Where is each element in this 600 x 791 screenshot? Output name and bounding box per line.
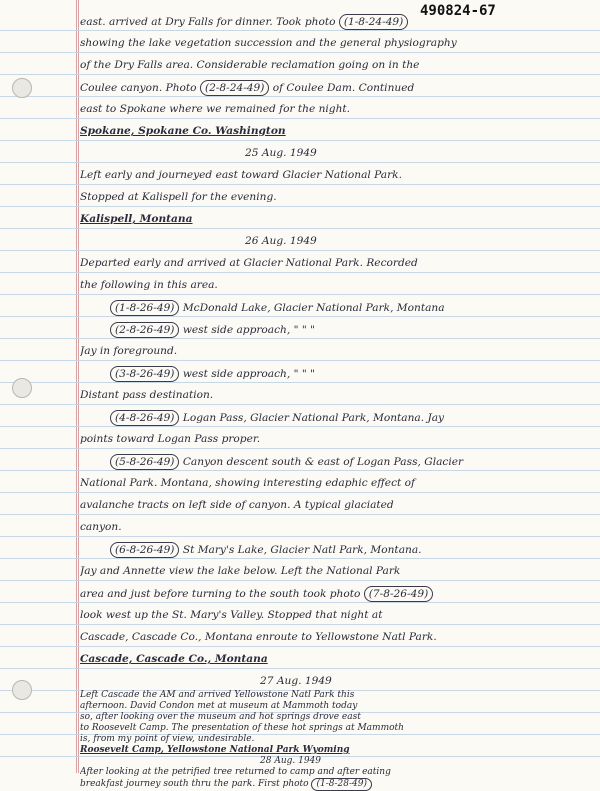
- rule-line: [0, 536, 600, 537]
- rule-line: [0, 558, 600, 559]
- text-line: canyon.: [80, 521, 122, 533]
- rule-line: [0, 184, 600, 185]
- rule-line: [0, 96, 600, 97]
- text-line: breakfast journey south thru the park. First photo (1-8-28-49): [80, 778, 590, 791]
- photo-number: (2-8-24-49): [200, 80, 269, 96]
- text-line: (5-8-26-49) Canyon descent south & east of Logan Pass, Glacier: [110, 454, 590, 470]
- text-line: Coulee canyon. Photo (2-8-24-49) of Coulee Dam. Continued: [80, 82, 415, 94]
- text-line: Left early and journeyed east toward Glacier National Park.: [80, 169, 402, 181]
- photo-number: (2-8-26-49): [110, 322, 179, 338]
- rule-line: [0, 668, 600, 669]
- rule-line: [0, 404, 600, 405]
- entry-date: 27 Aug. 1949: [260, 675, 332, 687]
- rule-line: [0, 624, 600, 625]
- text-line: Distant pass destination.: [80, 389, 214, 401]
- rule-line: [0, 118, 600, 119]
- text-line: avalanche tracts on left side of canyon. A typical glaciated: [80, 499, 394, 511]
- text-line: of the Dry Falls area. Considerable reclamation going on in the: [80, 59, 420, 71]
- rule-line: [0, 294, 600, 295]
- rule-line: [0, 580, 600, 581]
- text-line: Cascade, Cascade Co., Montana enroute to Yellowstone Natl Park.: [80, 631, 437, 643]
- entry-date: 25 Aug. 1949: [245, 147, 317, 159]
- text-line: After looking at the petrified tree returned to camp and after eating: [80, 767, 391, 777]
- rule-line: [0, 140, 600, 141]
- text-line: Left Cascade the AM and arrived Yellowstone Natl Park this: [80, 690, 355, 700]
- rule-line: [0, 602, 600, 603]
- text-line: look west up the St. Mary's Valley. Stopped that night at: [80, 609, 383, 621]
- photo-number: (6-8-26-49): [110, 542, 179, 558]
- text-line: the following in this area.: [80, 279, 218, 291]
- text-line: afternoon. David Condon met at museum at Mammoth today: [80, 701, 358, 711]
- text-line: east. arrived at Dry Falls for dinner. Took photo (1-8-24-49): [80, 14, 590, 30]
- rule-line: [0, 162, 600, 163]
- text-line: to Roosevelt Camp. The presentation of these hot springs at Mammoth: [80, 723, 404, 733]
- photo-number: (7-8-26-49): [364, 586, 433, 602]
- text-line: east to Spokane where we remained for the night.: [80, 103, 351, 115]
- location-heading: Spokane, Spokane Co. Washington: [80, 125, 286, 137]
- text-line: (6-8-26-49) St Mary's Lake, Glacier Natl Park, Montana.: [110, 542, 590, 558]
- rule-line: [0, 470, 600, 471]
- text-line: Stopped at Kalispell for the evening.: [80, 191, 277, 203]
- text-line: points toward Logan Pass proper.: [80, 433, 261, 445]
- rule-line: [0, 228, 600, 229]
- rule-line: [0, 448, 600, 449]
- punch-hole: [12, 680, 32, 700]
- text-line: area and just before turning to the south took photo (7-8-26-49): [80, 586, 590, 602]
- rule-line: [0, 30, 600, 31]
- rule-line: [0, 338, 600, 339]
- punch-hole: [12, 378, 32, 398]
- location-heading: Roosevelt Camp, Yellowstone National Park Wyoming: [80, 745, 350, 755]
- photo-number: (1-8-26-49): [110, 300, 179, 316]
- text-line: is, from my point of view, undesirable.: [80, 734, 255, 744]
- photo-number: (3-8-26-49): [110, 366, 179, 382]
- text-line: so, after looking over the museum and hot springs drove east: [80, 712, 361, 722]
- text-line: (2-8-26-49) west side approach, " " ": [110, 322, 590, 338]
- rule-line: [0, 426, 600, 427]
- rule-line: [0, 382, 600, 383]
- page-id-stamp: 490824-67: [420, 3, 496, 19]
- text-line: Jay in foreground.: [80, 345, 178, 357]
- rule-line: [0, 52, 600, 53]
- rule-line: [0, 646, 600, 647]
- entry-date: 26 Aug. 1949: [245, 235, 317, 247]
- rule-line: [0, 492, 600, 493]
- punch-hole: [12, 78, 32, 98]
- text-line: (4-8-26-49) Logan Pass, Glacier National Park, Montana. Jay: [110, 410, 590, 426]
- margin-line: [76, 0, 77, 773]
- rule-line: [0, 316, 600, 317]
- rule-line: [0, 250, 600, 251]
- entry-date: 28 Aug. 1949: [260, 756, 321, 766]
- rule-line: [0, 514, 600, 515]
- photo-number: (1-8-28-49): [311, 778, 372, 791]
- photo-number: (5-8-26-49): [110, 454, 179, 470]
- text-line: Jay and Annette view the lake below. Left the National Park: [80, 565, 401, 577]
- text-line: showing the lake vegetation succession and the general physiography: [80, 37, 457, 49]
- margin-line: [78, 0, 79, 773]
- location-heading: Cascade, Cascade Co., Montana: [80, 653, 268, 665]
- text-line: National Park. Montana, showing interesting edaphic effect of: [80, 477, 415, 489]
- rule-line: [0, 206, 600, 207]
- photo-number: (1-8-24-49): [339, 14, 408, 30]
- location-heading: Kalispell, Montana: [80, 213, 193, 225]
- rule-line: [0, 74, 600, 75]
- rule-line: [0, 272, 600, 273]
- text-line: Departed early and arrived at Glacier National Park. Recorded: [80, 257, 418, 269]
- photo-number: (4-8-26-49): [110, 410, 179, 426]
- rule-line: [0, 360, 600, 361]
- text-line: (3-8-26-49) west side approach, " " ": [110, 366, 590, 382]
- text-line: (1-8-26-49) McDonald Lake, Glacier National Park, Montana: [110, 300, 590, 316]
